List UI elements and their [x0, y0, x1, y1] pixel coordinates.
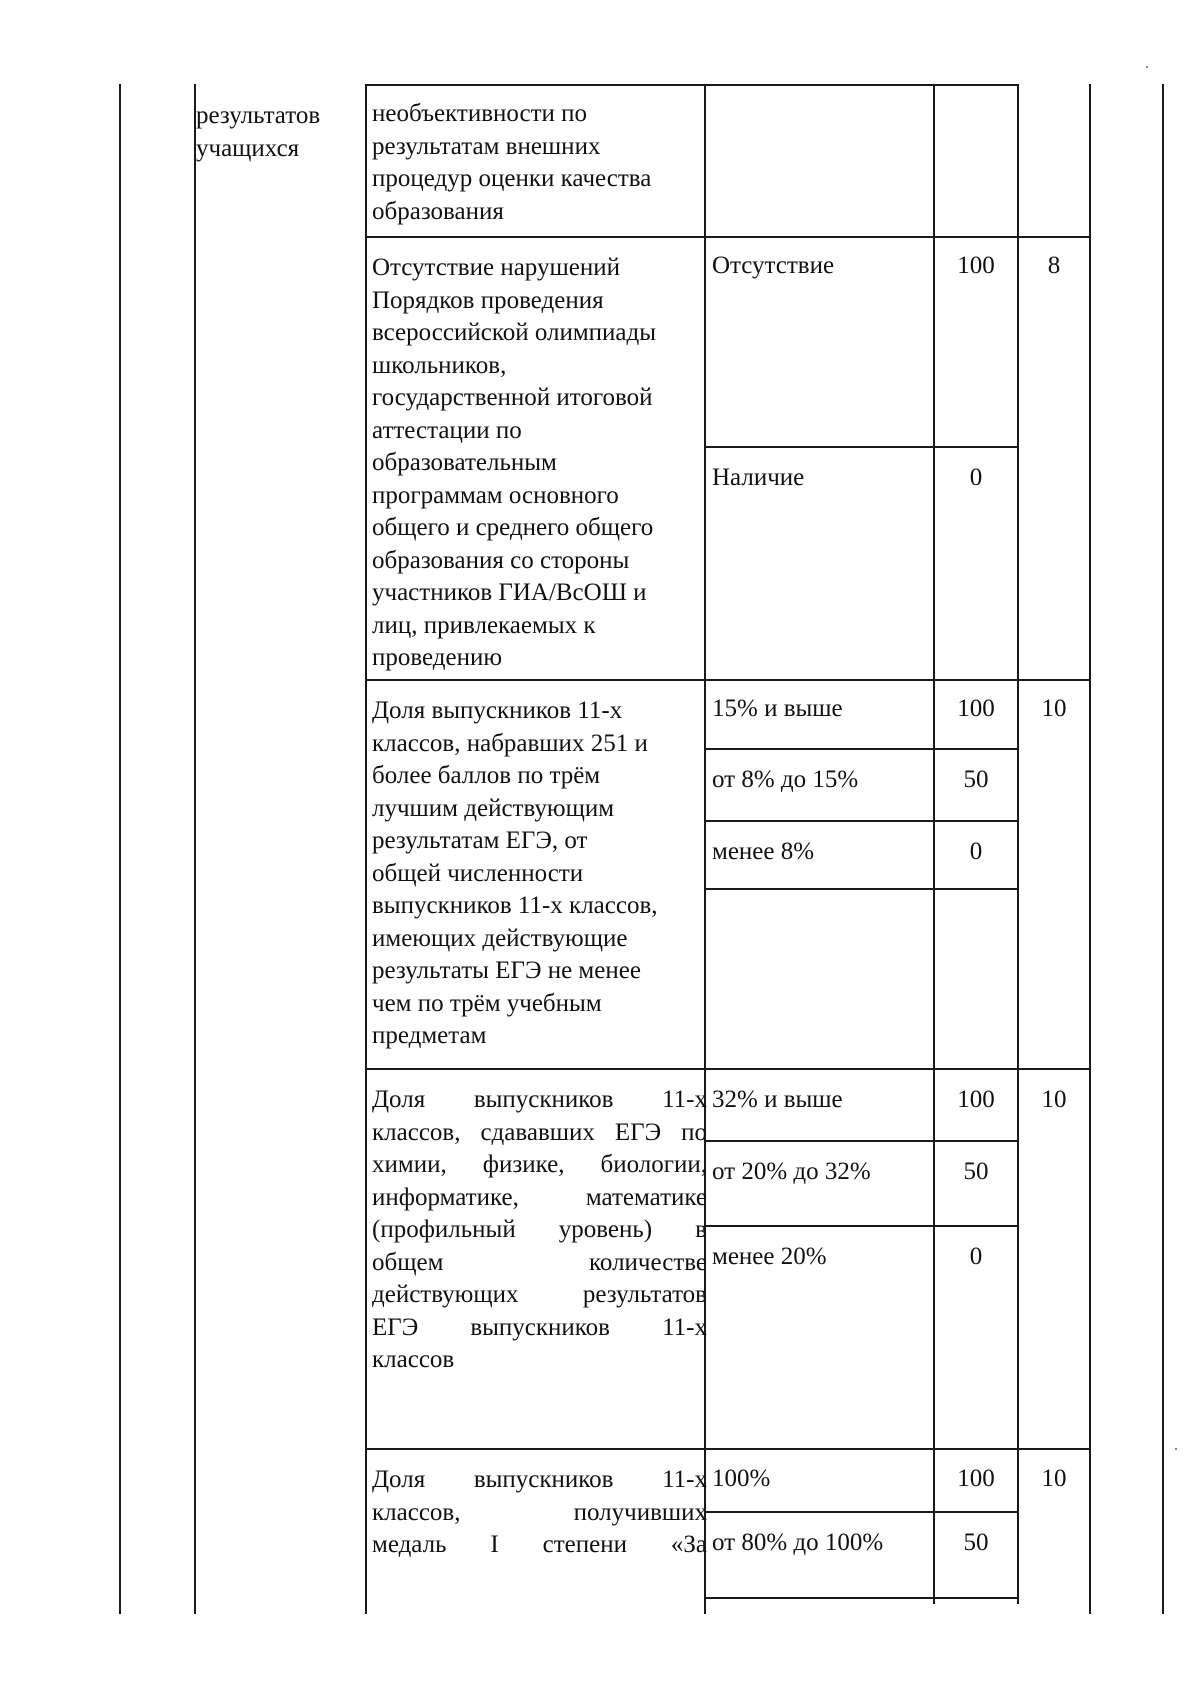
row-rule-4	[365, 1448, 1089, 1450]
option-score: 100	[957, 1086, 995, 1113]
option-score: 100	[957, 1465, 995, 1492]
col-rule-7	[1089, 84, 1091, 1614]
option-rule	[704, 1225, 1017, 1227]
option-label: от 20% до 32%	[712, 1158, 871, 1185]
criterion-text: Доля выпускников 11-х классов, сдававших ЕГЭ по химии, физике, биологии, информатике, математике (профильный уровень) в общем количестве действующих результатов ЕГЭ выпускников 11-х классов	[372, 1086, 707, 1373]
row-rule-1	[365, 236, 1089, 238]
row-rule-3	[365, 1068, 1089, 1070]
col-rule-6	[1017, 84, 1019, 1604]
row-rule-top	[365, 84, 1017, 86]
option-rule	[704, 748, 1017, 750]
option-label: менее 8%	[712, 838, 815, 865]
col-rule-1	[119, 84, 121, 1614]
col-rule-3	[365, 84, 367, 1614]
option-label: менее 20%	[712, 1243, 827, 1270]
option-score: 0	[969, 464, 983, 491]
option-score: 0	[969, 1243, 983, 1270]
criterion-weight: 10	[1041, 695, 1067, 722]
option-rule	[704, 1511, 1017, 1513]
option-score: 50	[963, 766, 989, 793]
option-label: 15% и выше	[712, 695, 843, 722]
option-score: 50	[963, 1529, 989, 1556]
option-label: от 80% до 100%	[712, 1529, 884, 1556]
criterion-weight: 10	[1041, 1465, 1067, 1492]
option-label: от 8% до 15%	[712, 766, 859, 793]
option-score: 0	[969, 838, 983, 865]
option-label: Отсутствие	[712, 252, 835, 279]
row-rule-bottom	[704, 1597, 1019, 1599]
option-label: 32% и выше	[712, 1086, 843, 1113]
row-rule-2	[365, 679, 1089, 681]
criterion-text: Отсутствие нарушений Порядков проведения всероссийской олимпиады школьников, государственной итоговой аттестации по образовательным программам основного общего и среднего общего образования со стороны участников ГИА/ВсОШ и лиц, привлекаемых к проведению	[372, 254, 657, 671]
col-rule-2	[194, 84, 196, 1614]
option-rule	[704, 1140, 1017, 1142]
criterion-weight: 10	[1041, 1086, 1067, 1113]
option-rule	[704, 446, 1017, 448]
option-score: 100	[957, 695, 995, 722]
option-label: Наличие	[712, 464, 805, 491]
scan-speck	[1146, 66, 1148, 68]
option-score: 50	[963, 1158, 989, 1185]
scan-speck	[1175, 1448, 1177, 1450]
option-score: 100	[957, 252, 995, 279]
option-label: 100%	[712, 1465, 771, 1492]
criterion-weight: 8	[1047, 252, 1061, 279]
option-rule	[704, 888, 1017, 890]
criterion-text: Доля выпускников 11-х классов, набравших 251 и более баллов по трём лучшим действующим результатам ЕГЭ, от общей численности выпускников 11-х классов, имеющих действующие результаты ЕГЭ не менее чем по трём учебным предметам	[372, 697, 658, 1049]
col-rule-4	[704, 84, 706, 1614]
col-rule-8	[1162, 84, 1164, 1614]
left-column-label: результатов учащихся	[196, 102, 321, 162]
option-rule	[704, 820, 1017, 822]
criterion-text: Доля выпускников 11-х классов, получивших медаль I степени «За	[372, 1466, 707, 1558]
criterion-text: необъективности по результатам внешних процедур оценки качества образования	[372, 100, 652, 225]
